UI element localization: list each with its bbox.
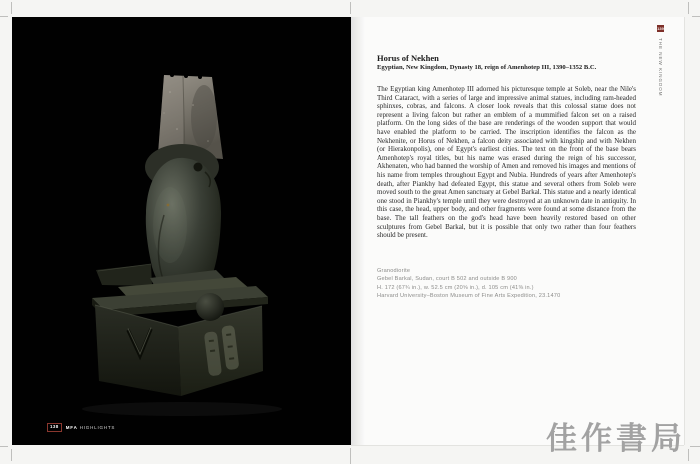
series-name: MFA bbox=[65, 424, 78, 430]
crop-mark bbox=[11, 2, 12, 14]
crop-mark bbox=[11, 449, 12, 461]
crop-mark bbox=[692, 16, 700, 17]
statue-photo bbox=[12, 17, 351, 445]
series-label bbox=[66, 425, 115, 430]
object-caption bbox=[377, 267, 636, 300]
caption-credit-line: Harvard University–Boston Museum of Fine Arts Expedition, 23.1470 bbox=[377, 292, 561, 299]
left-page-footer bbox=[47, 423, 115, 432]
crop-mark bbox=[688, 2, 689, 14]
side-tab bbox=[657, 25, 669, 97]
side-chapter-label: THE NEW KINGDOM bbox=[658, 38, 663, 97]
spine-shadow bbox=[351, 17, 365, 445]
caption-material-line: Granodiorite bbox=[377, 268, 411, 274]
entry-title: Horus of Nekhen bbox=[377, 53, 439, 63]
bookstore-watermark: 佳作書局 bbox=[546, 421, 686, 456]
caption-dimensions-line: H. 172 (67¾ in.), w. 52.5 cm (20⅝ in.), d. 105 cm (41⅜ in.) bbox=[377, 284, 534, 291]
series-suffix: HIGHLIGHTS bbox=[79, 424, 116, 430]
crop-mark bbox=[0, 446, 8, 447]
crop-mark bbox=[0, 16, 8, 17]
entry-subtitle: Egyptian, New Kingdom, Dynasty 18, reign of Amenhotep III, 1390–1352 B.C. bbox=[377, 64, 597, 71]
left-page-plate bbox=[12, 17, 351, 445]
entry-body-text: The Egyptian king Amenhotep III adorned his picturesque temple at Soleb, near the Nile's Third Cataract, with a series of large and impressive animal statues, including ram-headed sphinxes, cobras, and falcons. A closer look reveals that this colossal statue does not represent a living falcon but rather an emblem of a mummified falcon set on a raised platform. On the long sides of the base are renderings of the wooden support that would have enabled the platform to be carried. The inscription identifies the falcon as the Nekhenite, or Horus of Nekhen, a falcon deity associated with kingship and with Nekhen (or Hierakonpolis), one of Egypt's earliest cities. The text on the front of the base bears Amenhotep's royal titles, but his name was erased during the reign of his successor, Akhenaten, who had banned the worship of Amen and removed his images and mentions of his name from temples throughout Egypt and Nubia. Hundreds of years after Amenhotep's death, after Piankhy had defeated Egypt, this statue and several others from Soleb were moved south to the great Amen sanctuary at Gebel Barkal. This statue and a nearly identical one stood in Piankhy's temple until they were destroyed at an unknown date in antiquity. In this case, the head, upper body, and other fragments were found at some distance from the base. The tall feathers on the god's head have been heavily restored based on other sculptures from Gebel Barkal, but it is possible that only two rather than four feathers should be present. bbox=[377, 85, 636, 240]
crop-mark bbox=[350, 2, 351, 14]
page-edge bbox=[684, 17, 685, 445]
page-number-badge: 138 bbox=[47, 423, 62, 432]
crop-mark bbox=[350, 448, 351, 464]
side-page-number-badge: 139 bbox=[657, 25, 664, 31]
caption-provenance-line: Gebel Barkal, Sudan, court B 502 and outside B 900 bbox=[377, 276, 517, 283]
